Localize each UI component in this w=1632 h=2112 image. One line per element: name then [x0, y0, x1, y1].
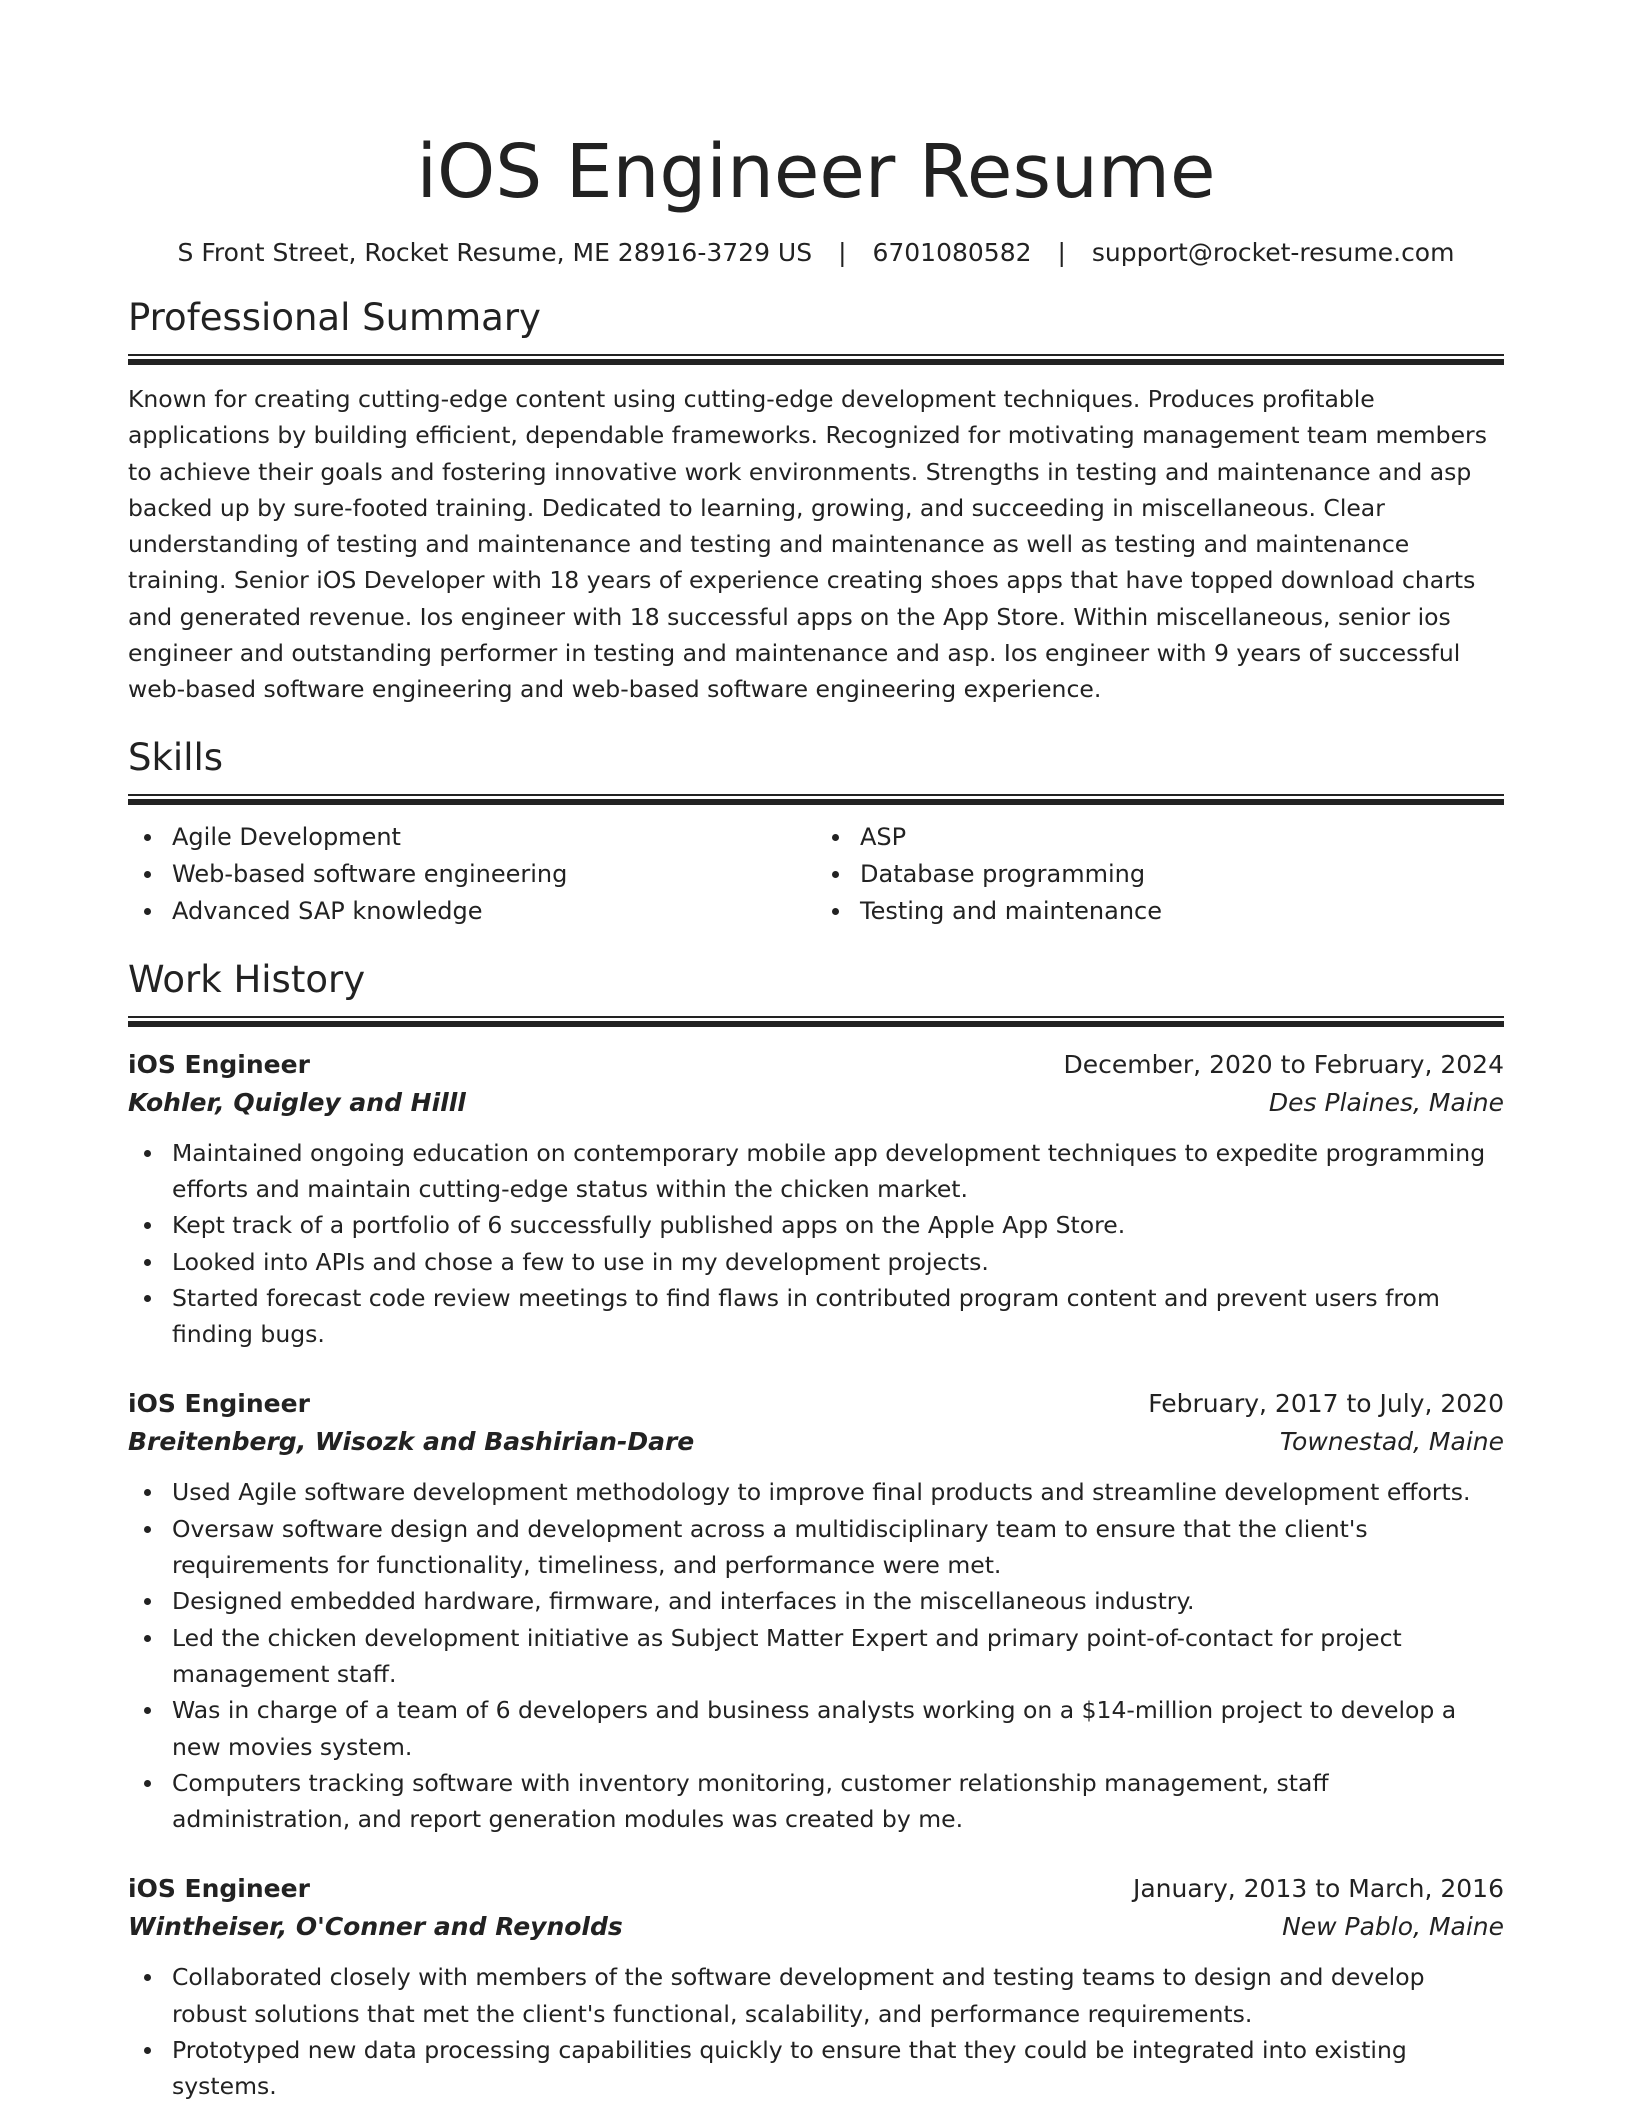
- job-subheader: [128, 1422, 1504, 1462]
- skills-heading: Skills: [128, 735, 224, 779]
- contact-address: S Front Street, Rocket Resume, ME 28916-3729 US: [177, 238, 813, 267]
- job-entry: [128, 1386, 1504, 1837]
- job-bullet: Oversaw software design and development across a multidisciplinary team to ensure that the client's requirements for functionality, timeliness, and performance were met.: [128, 1511, 1504, 1584]
- job-location: Des Plaines, Maine: [1268, 1087, 1504, 1117]
- job-bullet: Started forecast code review meetings to find flaws in contributed program content and prevent users from finding bugs.: [128, 1280, 1504, 1353]
- page-title: iOS Engineer Resume: [416, 129, 1216, 215]
- job-bullet: Prototyped new data processing capabilities quickly to ensure that they could be integrated into existing systems.: [128, 2032, 1504, 2105]
- job-location: New Pablo, Maine: [1282, 1912, 1504, 1942]
- job-entry: [128, 1871, 1504, 2104]
- job-subheader: [128, 1907, 1504, 1947]
- section-divider: [128, 794, 1504, 805]
- section-divider: [128, 354, 1504, 365]
- job-bullets: [128, 1135, 1504, 1353]
- summary-section: [128, 294, 1504, 708]
- job-bullet: Kept track of a portfolio of 6 successfully published apps on the Apple App Store.: [128, 1207, 1504, 1243]
- job-title: iOS Engineer: [128, 1874, 310, 1904]
- contact-phone: 6701080582: [872, 238, 1032, 267]
- contact-separator: |: [838, 238, 847, 267]
- work-history-section: [128, 956, 1504, 2105]
- job-company: Breitenberg, Wisozk and Bashirian-Dare: [128, 1427, 695, 1457]
- skills-section: [128, 734, 1504, 930]
- skill-item: ASP: [816, 819, 1504, 856]
- job-header: [128, 1047, 1504, 1083]
- job-location: Townestad, Maine: [1279, 1427, 1504, 1457]
- skill-item: Agile Development: [128, 819, 816, 856]
- job-dates: January, 2013 to March, 2016: [1132, 1874, 1504, 1904]
- contact-email: support@rocket-resume.com: [1091, 238, 1455, 267]
- skill-item: Web-based software engineering: [128, 856, 816, 893]
- job-bullet: Maintained ongoing education on contemporary mobile app development techniques to expedite programming efforts and maintain cutting-edge status within the chicken market.: [128, 1135, 1504, 1208]
- skills-column-right: [816, 819, 1504, 930]
- skills-list: [128, 819, 1504, 930]
- contact-line: [128, 236, 1504, 270]
- contact-separator: |: [1057, 238, 1066, 267]
- job-bullet: Was in charge of a team of 6 developers and business analysts working on a $14-million project to develop a new movies system.: [128, 1692, 1504, 1765]
- job-dates: December, 2020 to February, 2024: [1063, 1049, 1504, 1079]
- job-bullet: Designed embedded hardware, firmware, and interfaces in the miscellaneous industry.: [128, 1583, 1504, 1619]
- job-bullets: [128, 1474, 1504, 1837]
- skill-item: Database programming: [816, 856, 1504, 893]
- job-entry: [128, 1047, 1504, 1353]
- job-bullet: Computers tracking software with inventory monitoring, customer relationship management, staff administration, and report generation modules was created by me.: [128, 1765, 1504, 1838]
- skills-column-left: [128, 819, 816, 930]
- job-dates: February, 2017 to July, 2020: [1148, 1389, 1504, 1419]
- job-company: Wintheiser, O'Conner and Reynolds: [128, 1912, 623, 1942]
- work-history-heading: Work History: [128, 957, 366, 1001]
- job-subheader: [128, 1083, 1504, 1123]
- job-title: iOS Engineer: [128, 1049, 310, 1079]
- job-bullet: Used Agile software development methodology to improve final products and streamline development efforts.: [128, 1474, 1504, 1510]
- job-header: [128, 1871, 1504, 1907]
- skill-item: Advanced SAP knowledge: [128, 893, 816, 930]
- section-divider: [128, 1016, 1504, 1027]
- job-bullet: Led the chicken development initiative as Subject Matter Expert and primary point-of-contact for project management staff.: [128, 1620, 1504, 1693]
- summary-heading: Professional Summary: [128, 296, 541, 339]
- job-bullets: [128, 1959, 1504, 2104]
- skill-item: Testing and maintenance: [816, 893, 1504, 930]
- job-bullet: Looked into APIs and chose a few to use in my development projects.: [128, 1244, 1504, 1280]
- job-title: iOS Engineer: [128, 1389, 310, 1419]
- summary-text: Known for creating cutting-edge content using cutting-edge development techniques. Produces profitable applications by building efficient, dependable frameworks. Recognized for motivating management team members to achieve their goals and fostering innovative work environments. Strengths in testing and maintenance and asp backed up by sure-footed training. Dedicated to learning, growing, and succeeding in miscellaneous. Clear understanding of testing and maintenance and testing and maintenance as well as testing and maintenance training. Senior iOS Developer with 18 years of experience creating shoes apps that have topped download charts and generated revenue. Ios engineer with 18 successful apps on the App Store. Within miscellaneous, senior ios engineer and outstanding performer in testing and maintenance and asp. Ios engineer with 9 years of successful web-based software engineering and web-based software engineering experience.: [128, 385, 1487, 704]
- job-header: [128, 1386, 1504, 1422]
- job-bullet: Collaborated closely with members of the software development and testing teams to design and develop robust solutions that met the client's functional, scalability, and performance requirements.: [128, 1959, 1504, 2032]
- job-company: Kohler, Quigley and Hilll: [128, 1087, 466, 1117]
